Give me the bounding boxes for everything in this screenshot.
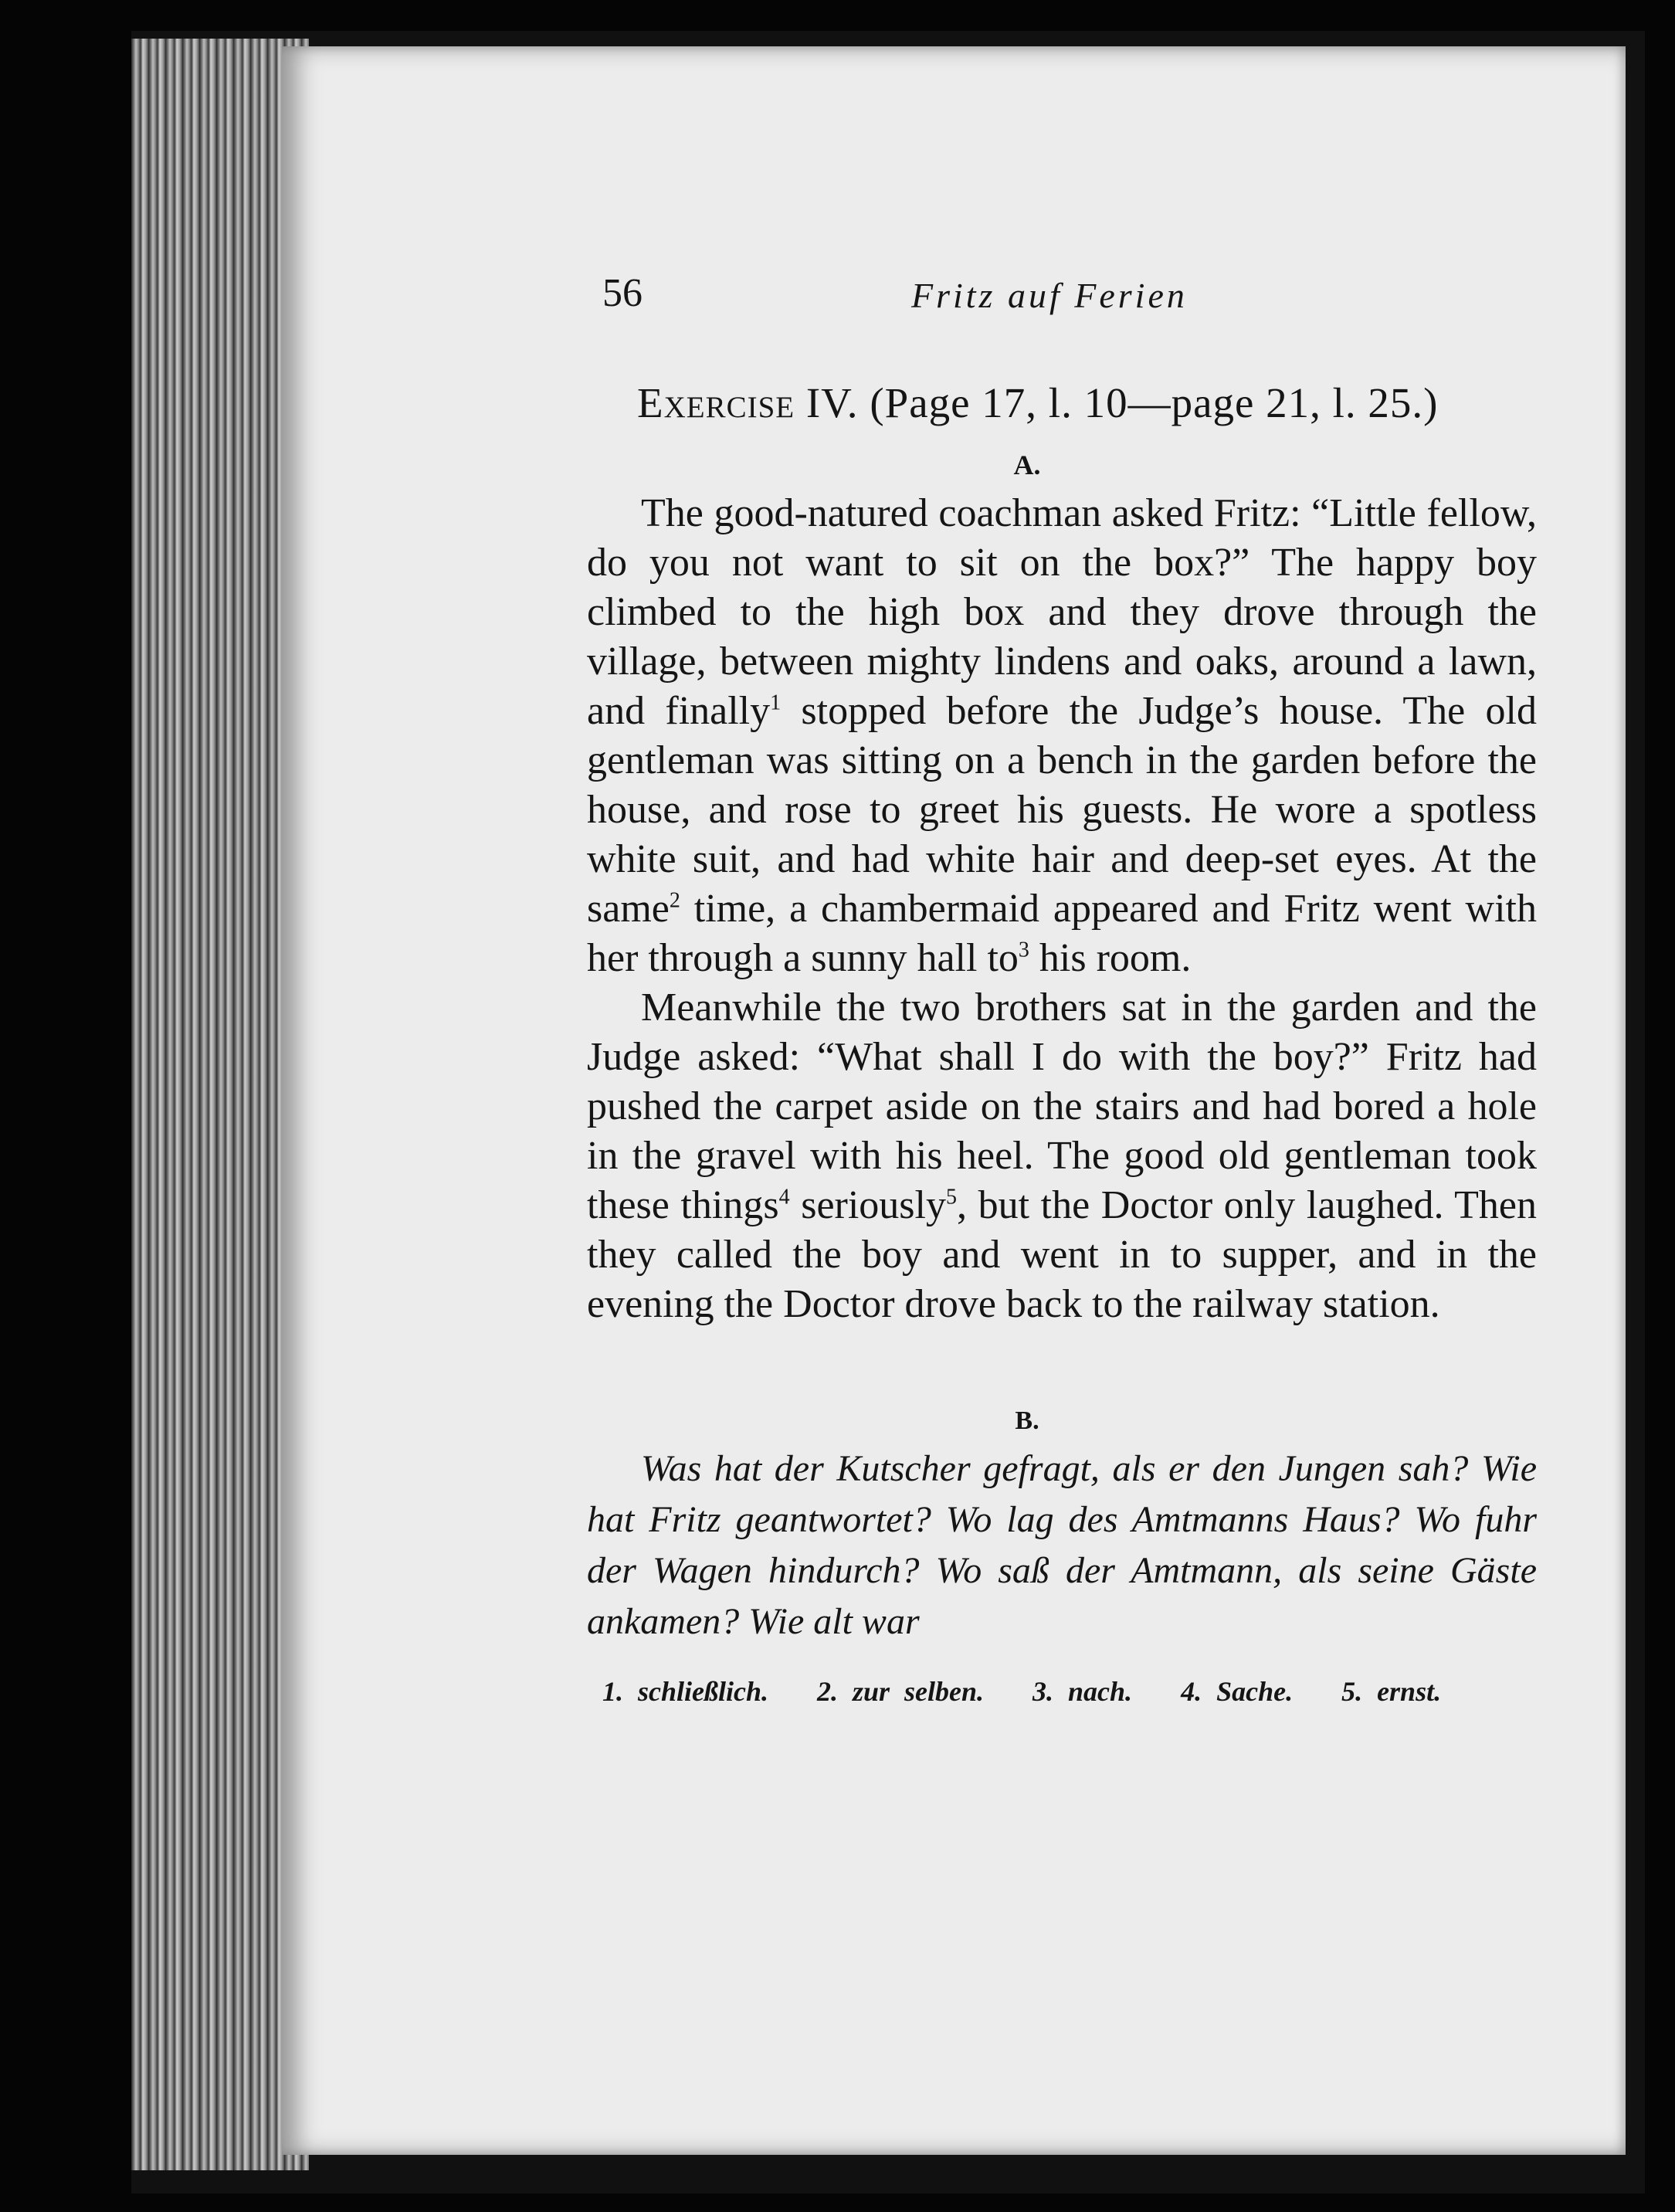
paragraph-1: [587, 489, 1537, 983]
footnote-2: 2. zur selben.: [817, 1676, 985, 1707]
footnote-ref-3: 3: [1018, 938, 1029, 962]
paragraph-1-text-1: The good-natured coachman asked Fritz: “Little fellow, do you not want to sit on the box?” The happy boy climbed to the high box and they drove through the village, between mighty lindens and oaks, around a lawn, and finally: [587, 491, 1537, 733]
running-head: [417, 270, 1537, 332]
paragraph-1-text-2: stopped before the Judge’s house. The old gentleman was sitting on a bench in the garden before the house, and rose to greet his guests. He wore a spotless white suit, and had white hair and deep-set eyes. At the same: [587, 689, 1537, 931]
exercise-heading: [637, 378, 1537, 427]
footnote-1: 1. schließlich.: [602, 1676, 768, 1707]
paragraph-1-text-4: his room.: [1029, 936, 1192, 980]
footnote-ref-4: 4: [778, 1185, 790, 1209]
paragraph-1-text-3: time, a chambermaid appeared and Fritz went with her through a sunny hall to: [587, 887, 1537, 980]
footnote-5: 5. ernst.: [1341, 1676, 1442, 1707]
german-questions: Was hat der Kutscher gefragt, als er den Jungen sah? Wie hat Fritz geantwortet? Wo lag des Amtmanns Haus? Wo fuhr der Wagen hindurch? Wo saß der Amtmann, als seine Gäste ankamen? Wie alt war: [587, 1448, 1537, 1642]
footnote-3: 3. nach.: [1032, 1676, 1133, 1707]
section-a-label: A.: [1013, 450, 1041, 480]
paragraph-2-text-1: Meanwhile the two brothers sat in the garden and the Judge asked: “What shall I do with the boy?” Fritz had pushed the carpet aside on the stairs and had bored a hole in the gravel with his heel. The good old gentleman took these things: [587, 986, 1537, 1227]
footnote-ref-5: 5: [945, 1185, 957, 1209]
paragraph-2: [587, 983, 1537, 1329]
page-content: [417, 270, 1537, 1708]
footnotes: [602, 1675, 1529, 1708]
footnote-ref-1: 1: [770, 690, 782, 715]
paragraph-2-text-2: seriously: [789, 1183, 946, 1227]
footnote-ref-2: 2: [669, 888, 680, 913]
running-title: Fritz auf Ferien: [911, 276, 1188, 315]
paragraph-2-text-3: , but the Doctor only laughed. Then they called the boy and went in to supper, and in the evening the Doctor drove back to the railway station.: [587, 1183, 1537, 1326]
exercise-reference: (Page 17, l. 10—page 21, l. 25.): [870, 379, 1439, 426]
section-b-label: B.: [1015, 1406, 1039, 1435]
footnote-4: 4. Sache.: [1181, 1676, 1294, 1707]
exercise-title: Exercise IV.: [637, 379, 859, 426]
page-number: 56: [602, 271, 643, 315]
